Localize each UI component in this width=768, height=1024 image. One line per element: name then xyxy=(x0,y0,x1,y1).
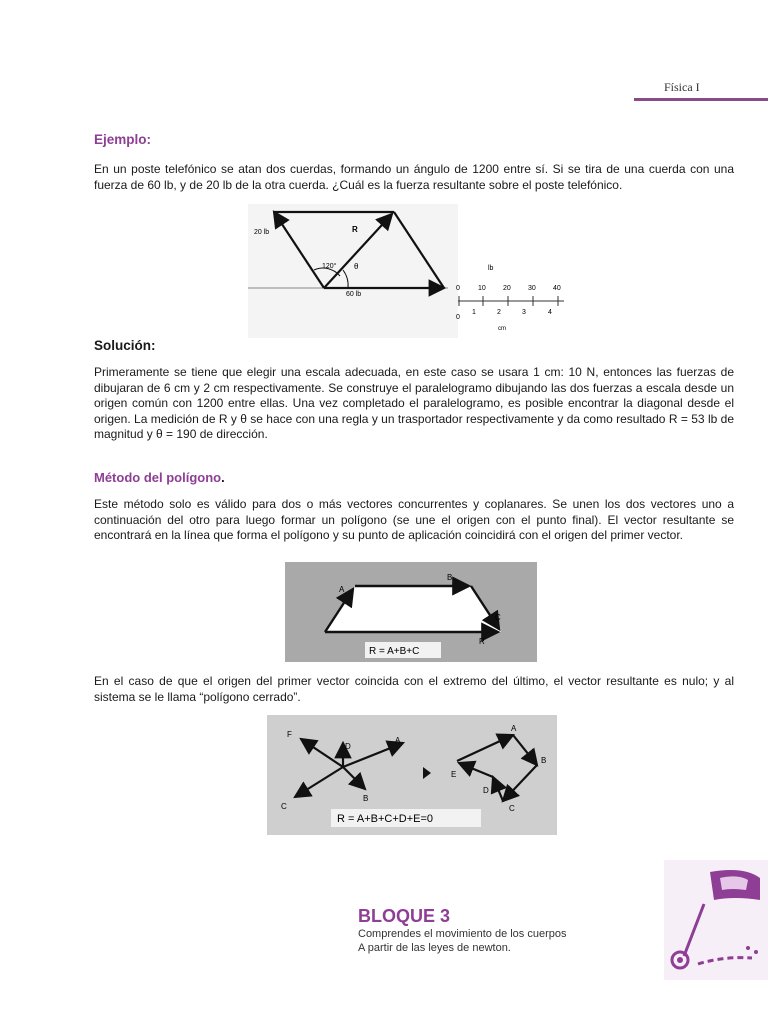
label-c: C xyxy=(495,613,501,622)
scale-top-10: 10 xyxy=(478,285,486,292)
scale-top-20: 20 xyxy=(503,285,511,292)
label-120: 120° xyxy=(322,263,337,270)
header-rule xyxy=(634,98,768,101)
closed-polygon-paragraph: En el caso de que el origen del primer vector coincida con el extremo del último, el vector resultante es nulo; y al sistema se le llama “polígono cerrado”. xyxy=(94,674,734,704)
label-d2: D xyxy=(483,786,489,795)
scale-top-0: 0 xyxy=(456,285,460,292)
scale-top-40: 40 xyxy=(553,285,561,292)
label-d: D xyxy=(345,742,351,751)
block-subtitle-2: A partir de las leyes de newton. xyxy=(358,942,511,954)
formula-text: R = A+B+C xyxy=(369,646,420,657)
example-paragraph: En un poste telefónico se atan dos cuerdas, formando un ángulo de 1200 entre sí. Si se tira de una cuerda con una fuerza de 60 lb, y de 20 lb de la otra cuerda. ¿Cuál es la fuerza resultante sobre el poste telefónico. xyxy=(94,162,734,192)
polygon-method-figure xyxy=(285,562,537,662)
label-60lb: 60 lb xyxy=(346,291,362,298)
block-subtitle-1: Comprendes el movimiento de los cuerpos xyxy=(358,928,567,940)
page-decoration-icon xyxy=(664,860,768,980)
block-title: BLOQUE 3 xyxy=(358,906,451,926)
label-a2: A xyxy=(511,724,517,733)
label-c: C xyxy=(281,802,287,811)
label-theta: θ xyxy=(354,262,359,271)
cap-highlight xyxy=(720,876,748,890)
scale-top-30: 30 xyxy=(528,285,536,292)
label-r: R xyxy=(479,637,485,646)
scale-bottom-1: 1 xyxy=(472,309,476,316)
running-header: Física I xyxy=(664,80,700,94)
scale-bottom-4: 4 xyxy=(548,309,552,316)
label-b: B xyxy=(363,794,369,803)
solution-paragraph: Primeramente se tiene que elegir una escala adecuada, en este caso se usara 1 cm: 10 N, entonces las fuerzas de dibujaran de 6 cm y 2 cm respectivamente. Se construye el paralelogramo dibujando las dos fuerzas a escala desde un origen común con 1200 entre ellas. Una vez completado el paralelogramo, es posible encontrar la diagonal desde el origen. La medición de R y θ se hace con una regla y un trasportador respectivamente y da como resultado R = 53 lb de magnitud y θ = 190 de dirección. xyxy=(94,365,734,441)
polygon-heading xyxy=(94,470,225,485)
solution-heading: Solución: xyxy=(94,338,156,353)
label-f: F xyxy=(287,730,292,739)
label-r: R xyxy=(352,225,358,234)
polygon-paragraph: Este método solo es válido para dos o más vectores concurrentes y coplanares. Se unen los dos vectores uno a continuación del otro para luego formar un polígono (se une el origen con el punto final). El vector resultante se encontrará en la línea que forma el polígono y su punto de aplicación coincidirá con el origen del primer vector. xyxy=(94,497,734,542)
scale-unit-cm: cm xyxy=(498,326,506,332)
example-heading: Ejemplo: xyxy=(94,132,152,147)
label-a: A xyxy=(339,585,345,594)
scale-unit-lb: lb xyxy=(488,265,494,272)
scale-bottom-0: 0 xyxy=(456,314,460,321)
label-20lb: 20 lb xyxy=(254,229,270,236)
polygon-heading-text: Método del polígono xyxy=(94,470,222,485)
polygon-heading-dot: . xyxy=(221,470,225,485)
label-b: B xyxy=(447,573,453,582)
label-b2: B xyxy=(541,756,547,765)
label-a: A xyxy=(395,736,401,745)
closed-polygon-figure xyxy=(267,715,557,835)
scale-bottom-2: 2 xyxy=(497,309,501,316)
label-c2: C xyxy=(509,804,515,813)
label-e2: E xyxy=(451,770,457,779)
parallelogram-figure xyxy=(248,204,588,338)
formula-text: R = A+B+C+D+E=0 xyxy=(337,813,434,825)
scale-bottom-3: 3 xyxy=(522,309,526,316)
